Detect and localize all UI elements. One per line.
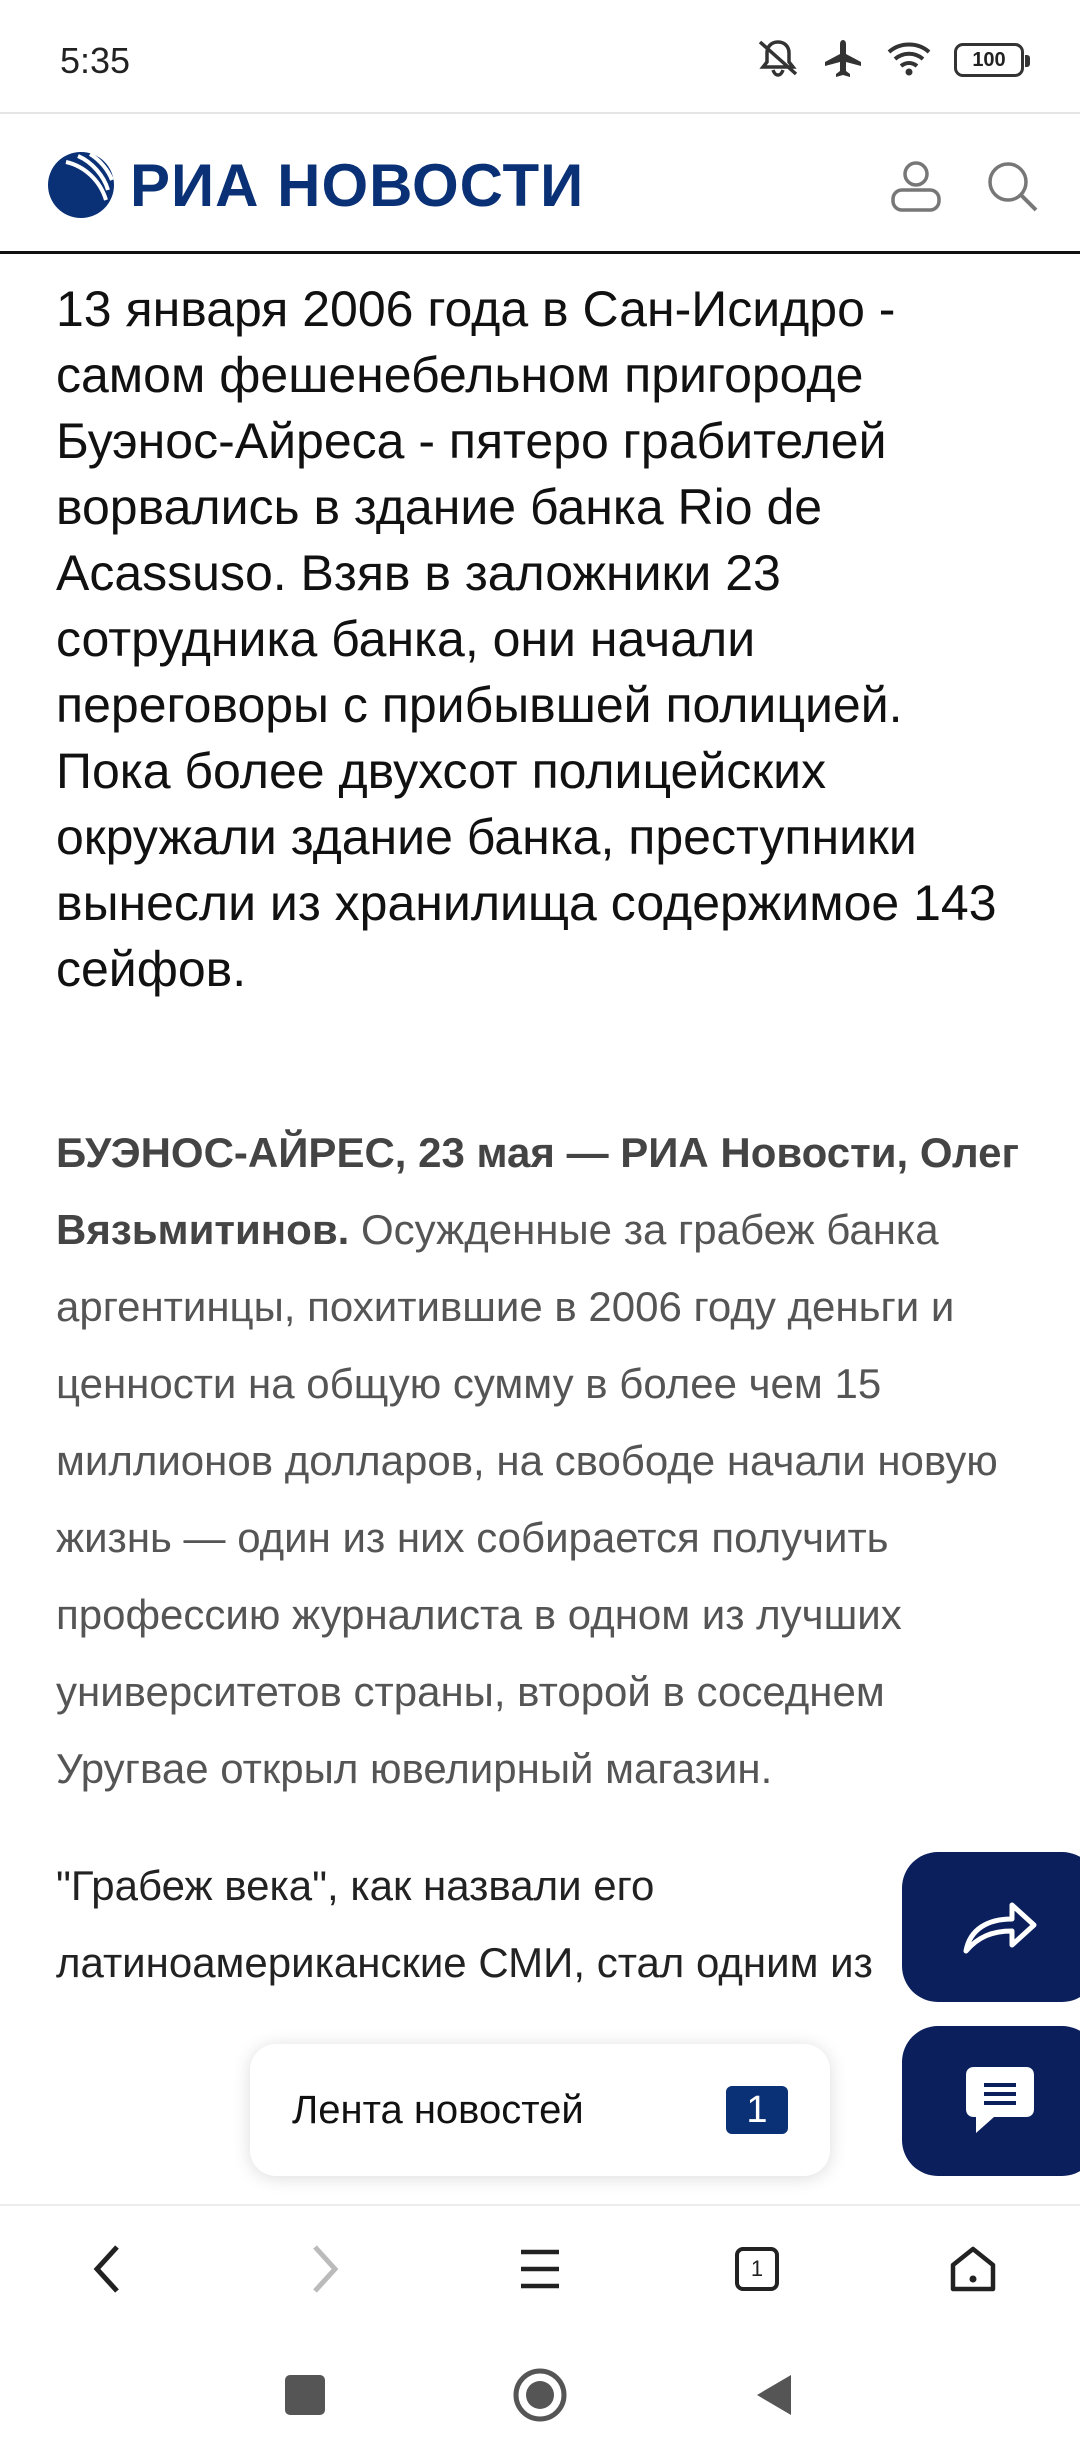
battery-level: 100 xyxy=(972,48,1006,71)
user-icon xyxy=(888,158,944,214)
site-header xyxy=(0,112,1080,254)
search-icon xyxy=(984,158,1040,214)
profile-button[interactable] xyxy=(880,150,952,222)
brand-name: РИА НОВОСТИ xyxy=(130,151,585,219)
news-feed-label: Лента новостей xyxy=(292,2087,584,2132)
search-button[interactable] xyxy=(976,150,1048,222)
mute-icon xyxy=(756,38,800,83)
chat-button[interactable] xyxy=(902,2026,1080,2176)
tabs-icon xyxy=(735,2247,779,2291)
battery-icon xyxy=(954,43,1024,77)
menu-icon xyxy=(515,2244,565,2294)
tabs-button[interactable] xyxy=(722,2234,792,2304)
status-bar xyxy=(0,0,1080,112)
article-dateline: БУЭНОС-АЙРЕС, 23 мая — РИА Новости, Олег Вязьмитинов. xyxy=(56,1129,1019,1253)
home-icon xyxy=(947,2243,999,2295)
triangle-back-icon xyxy=(751,2371,795,2419)
tab-count: 1 xyxy=(750,2256,764,2281)
menu-button[interactable] xyxy=(505,2234,575,2304)
share-icon xyxy=(960,1897,1040,1957)
status-time: 5:35 xyxy=(60,40,131,81)
ria-globe-icon xyxy=(46,150,116,220)
system-navigation xyxy=(0,2330,1080,2460)
square-icon xyxy=(285,2375,325,2415)
back-button[interactable] xyxy=(72,2234,142,2304)
article-body-text: Осужденные за грабеж банка аргентинцы, похитившие в 2006 году деньги и ценности на общую сумму в более чем 15 миллионов долларов, на свободе начали новую жизнь — один из них собирается получить профессию журналиста в одном из лучших университетов страны, второй в соседнем Уругвае открыл ювелирный магазин. xyxy=(56,1206,998,1792)
article-lead: 13 января 2006 года в Сан-Исидро - самом фешенебельном пригороде Буэнос-Айреса - пятеро грабителей ворвались в здание банка Rio de Acassuso. Взяв в заложники 23 сотрудника банка, они начали переговоры с прибывшей полицией. Пока более двухсот полицейских окружали здание банка, преступники вынесли из хранилища содержимое 143 сейфов. xyxy=(56,281,997,997)
home-button[interactable] xyxy=(938,2234,1008,2304)
status-icons xyxy=(756,38,1024,82)
browser-toolbar xyxy=(0,2204,1080,2332)
airplane-icon xyxy=(822,38,864,83)
article xyxy=(56,276,1026,2001)
brand-logo[interactable] xyxy=(46,150,584,220)
chevron-right-icon xyxy=(305,2241,345,2297)
share-button[interactable] xyxy=(902,1852,1080,2002)
recents-button[interactable] xyxy=(270,2360,340,2430)
circle-icon xyxy=(511,2366,569,2424)
news-feed-count-badge: 1 xyxy=(726,2086,788,2134)
article-body xyxy=(56,1114,1026,1807)
chevron-left-icon xyxy=(87,2241,127,2297)
wifi-icon xyxy=(886,40,932,81)
system-back-button[interactable] xyxy=(738,2360,808,2430)
system-home-button[interactable] xyxy=(505,2360,575,2430)
forward-button[interactable] xyxy=(290,2234,360,2304)
news-feed-button[interactable] xyxy=(250,2044,830,2176)
chat-icon xyxy=(960,2061,1040,2141)
article-paragraph-2: "Грабеж века", как назвали его латиноамериканские СМИ, стал одним из xyxy=(56,1862,873,1986)
